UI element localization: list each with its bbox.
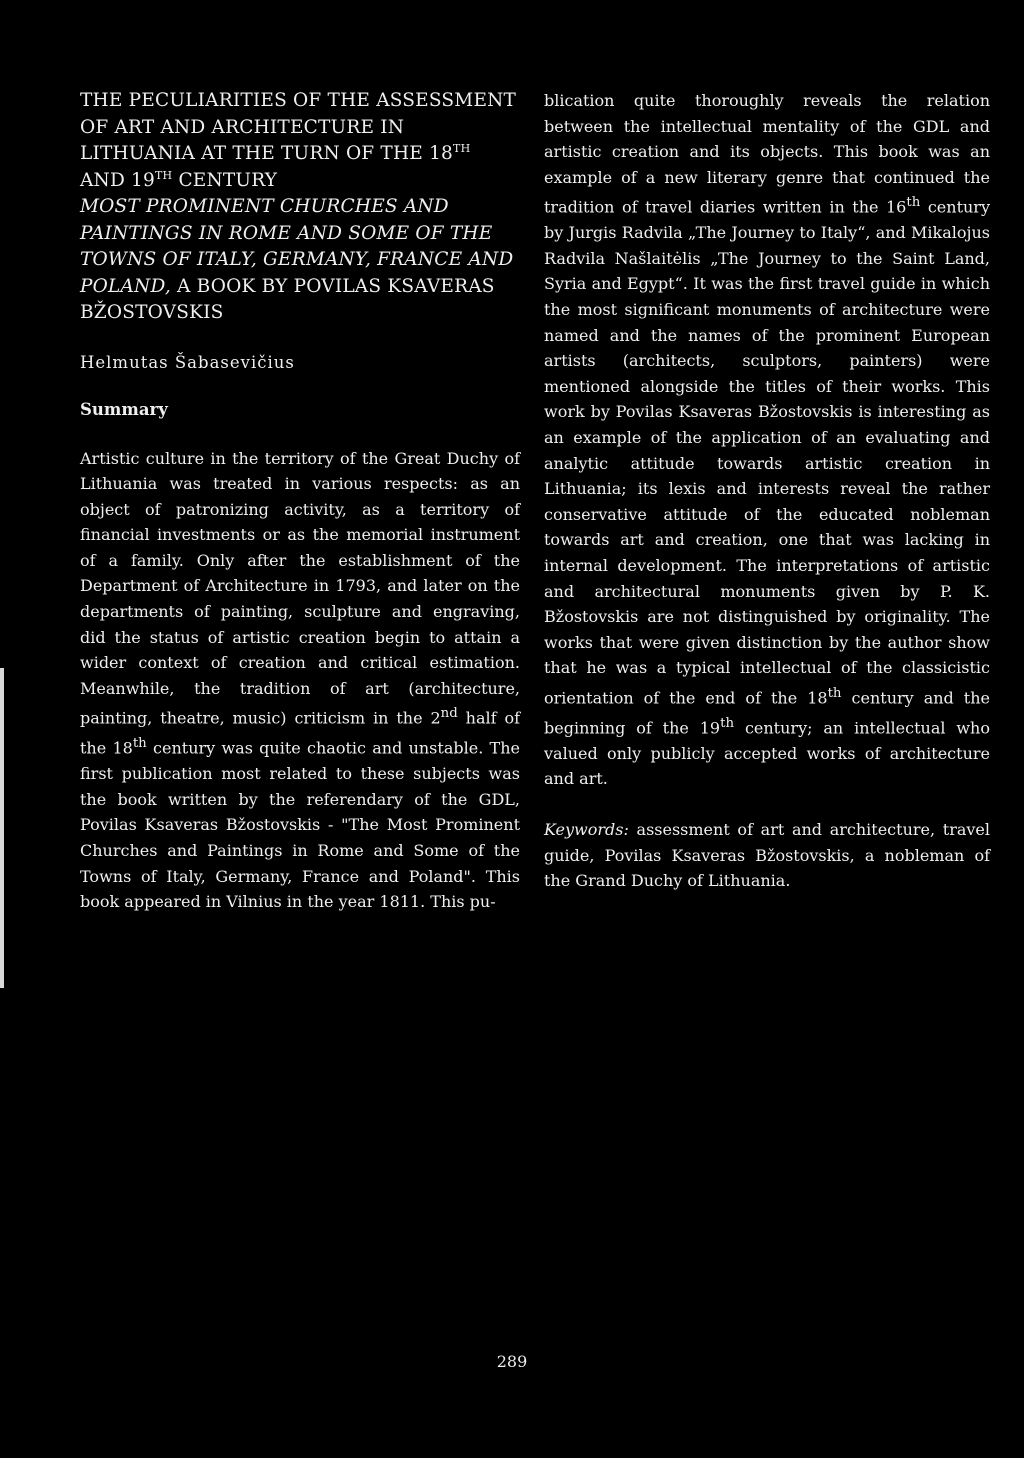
left-column [80, 88, 520, 915]
summary-heading: Summary [80, 399, 168, 419]
keywords-label: Keywords: [544, 820, 629, 840]
book-title-italic: MOST PROMINENT CHURCHES AND PAINTINGS IN ROME AND SOME OF THE TOWNS OF ITALY, GERMANY, FRANCE AND POLAND, [80, 196, 514, 297]
keywords-text: assessment of art and architecture, travel guide, Povilas Ksaveras Bžostovskis, a nobleman of the Grand Duchy of Lithuania. [544, 820, 990, 891]
author-name: Helmutas Šabasevičius [80, 352, 295, 372]
scan-edge-mark [0, 668, 4, 988]
summary-body-right: blication quite thoroughly reveals the relation between the intellectual mentality of the GDL and artistic creation and its objects. This book was an example of a new literary genre that continued the tradition of travel diaries written in the 16th century by Jurgis Radvila „The Journey to Italy“, and Mikalojus Radvila Našlaitėlis „The Journey to the Saint Land, Syria and Egypt“. It was the first travel guide in which the most significant monuments of architecture were named and the names of the prominent European artists (architects, sculptors, painters) were mentioned alongside the titles of their works. This work by Povilas Ksaveras Bžostovskis is interesting as an example of the application of an evaluating and analytic attitude towards artistic creation in Lithuania; its lexis and interests reveal the rather conservative attitude of the educated nobleman towards art and creation, one that was lacking in internal development. The interpretations of artistic and architectural monuments given by P. K. Bžostovskis are not distinguished by originality. The works that were given distinction by the author show that he was a typical intellectual of the classicistic orientation of the end of the 18th century and the beginning of the 19th century; an intellectual who valued only publicly accepted works of architecture and art. [544, 91, 991, 789]
article-title: THE PECULIARITIES OF THE ASSESSMENT OF ART AND ARCHITECTURE IN LITHUANIA AT THE TURN OF THE 18TH AND 19TH CENTURY MOST PROMINENT CHURCHES AND PAINTINGS IN ROME AND SOME OF THE TOWNS OF ITALY, GERMANY, FRANCE AND POLAND, A BOOK BY POVILAS KSAVERAS BŽOSTOVSKIS [80, 90, 517, 323]
keywords [544, 817, 990, 894]
right-column [544, 88, 990, 894]
summary-body-left: Artistic culture in the territory of the Great Duchy of Lithuania was treated in various respects: as an object of patronizing activity, as a territory of financial investments or as the memorial instrument of a family. Only after the establishment of the Department of Architecture in 1793, and later on the departments of painting, sculpture and engraving, did the status of artistic creation begin to attain a wider context of creation and critical estimation. Meanwhile, the tradition of art (architecture, painting, theatre, music) criticism in the 2nd half of the 18th century was quite chaotic and unstable. The first publication most related to these subjects was the book written by the referendary of the GDL, Povilas Ksaveras Bžostovskis - "The Most Prominent Churches and Paintings in Rome and Some of the Towns of Italy, Germany, France and Poland". This book appeared in Vilnius in the year 1811. This pu- [80, 448, 520, 912]
page-number: 289 [496, 1352, 528, 1371]
